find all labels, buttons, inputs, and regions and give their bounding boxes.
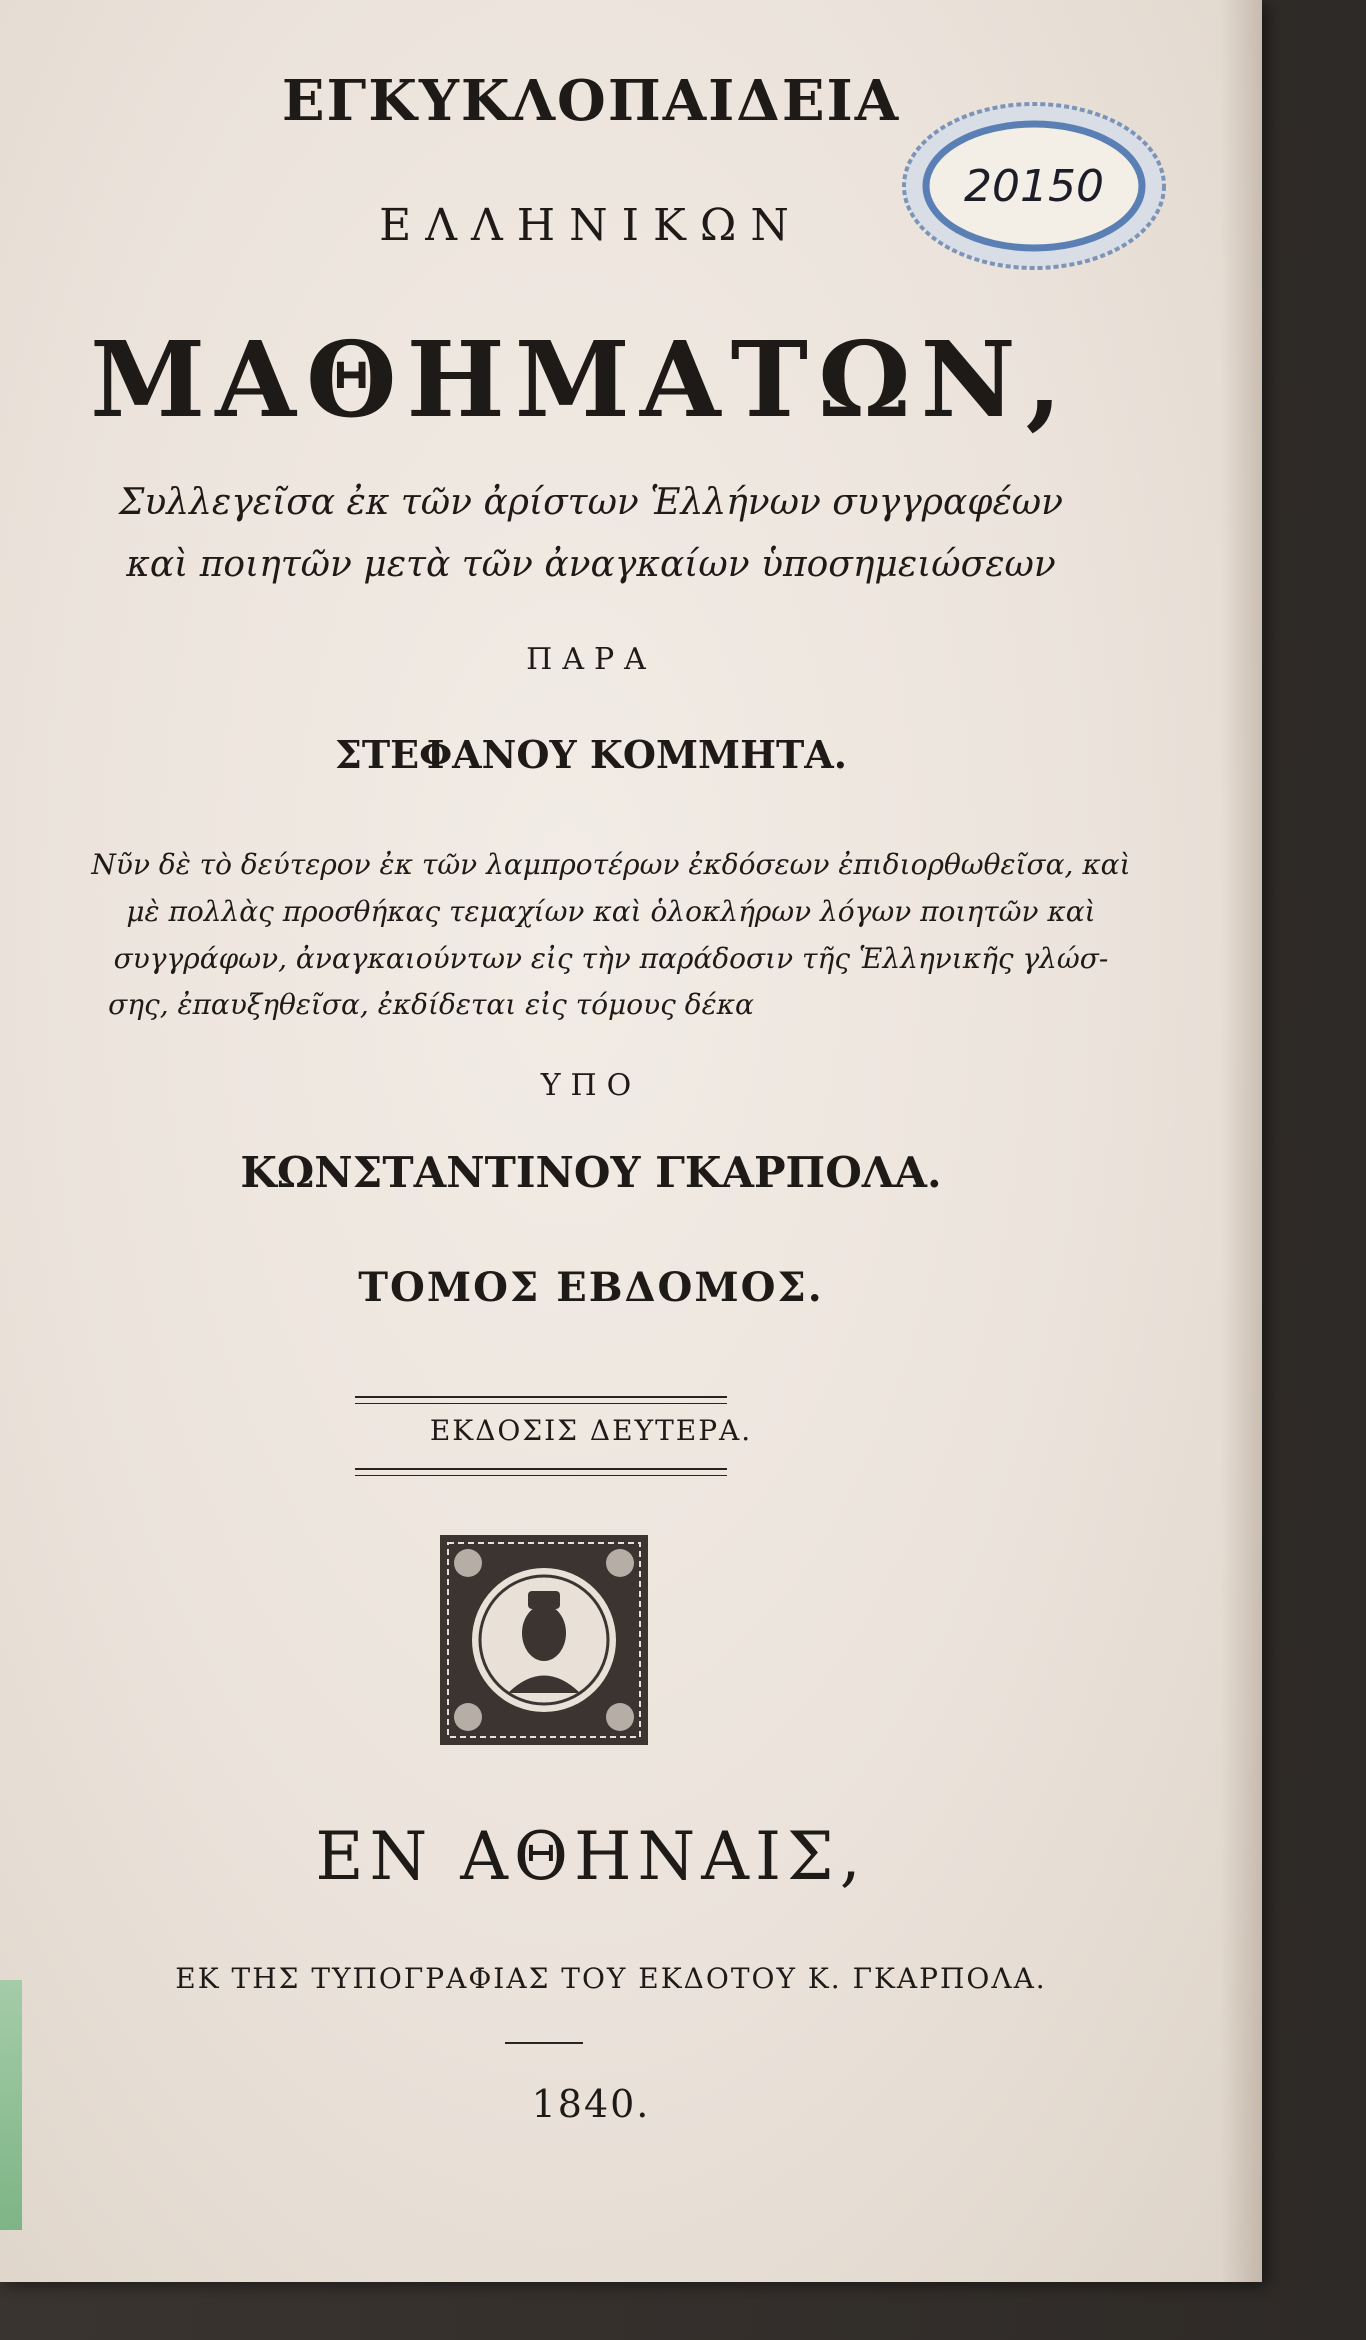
author-name: ΣΤΕΦΑΝΟΥ ΚΟΜΜΗΤΑ. — [334, 732, 848, 777]
place-label: ΕΝ ΑΘΗΝΑΙΣ, — [315, 1818, 867, 1895]
title-line-3: ΜΑΘΗΜΑΤΩΝ, — [90, 318, 1072, 441]
edition-note-line-3: συγγράφων, ἀναγκαιούντων εἰς τὴν παράδοσιν τῆς Ἑλληνικῆς γλώσ- — [113, 942, 1109, 975]
edition-note-line-4: σης, ἐπαυξηθεῖσα, ἐκδίδεται εἰς τόμους δέκα — [108, 988, 754, 1021]
edition-note-line-1: Νῦν δὲ τὸ δεύτερον ἐκ τῶν λαμπροτέρων ἐκδόσεων ἐπιδιορθωθεῖσα, καὶ — [91, 848, 1131, 881]
stamp-number: 20150 — [964, 160, 1104, 212]
title-line-1: ΕΓΚΥΚΛΟΠΑΙΔΕΙΑ — [281, 68, 901, 134]
subtitle-line-1: Συλλεγεῖσα ἐκ τῶν ἀρίστων Ἑλλήνων συγγραφέων — [118, 482, 1064, 523]
edition-note-line-2: μὲ πολλὰς προσθήκας τεμαχίων καὶ ὁλοκλήρων λόγων ποιητῶν καὶ — [126, 895, 1096, 928]
para-label: ΠΑΡΑ — [526, 642, 656, 677]
year-label: 1840. — [531, 2082, 651, 2126]
printer-line: ΕΚ ΤΗΣ ΤΥΠΟΓΡΑΦΙΑΣ ΤΟΥ ΕΚΔΟΤΟΥ Κ. ΓΚΑΡΠΟΛΑ. — [175, 1962, 1047, 1995]
volume-label: ΤΟΜΟΣ ΕΒΔΟΜΟΣ. — [358, 1264, 824, 1311]
edition-label: ΕΚΔΟΣΙΣ ΔΕΥΤΕΡΑ. — [429, 1414, 753, 1447]
editor-name: ΚΩΝΣΤΑΝΤΙΝΟΥ ΓΚΑΡΠΟΛΑ. — [240, 1148, 942, 1197]
year-rule — [505, 2042, 583, 2047]
edition-rule-bottom — [355, 1468, 727, 1476]
edition-rule-top — [355, 1396, 727, 1404]
page-edge-shadow — [1220, 0, 1262, 2282]
title-line-2: ΕΛΛΗΝΙΚΩΝ — [379, 200, 803, 251]
hypo-label: ΥΠΟ — [540, 1068, 642, 1103]
subtitle-line-2: καὶ ποιητῶν μετὰ τῶν ἀναγκαίων ὑποσημειώσεων — [126, 544, 1056, 585]
printer-vignette-icon — [438, 1533, 650, 1747]
library-stamp-icon — [900, 100, 1168, 272]
